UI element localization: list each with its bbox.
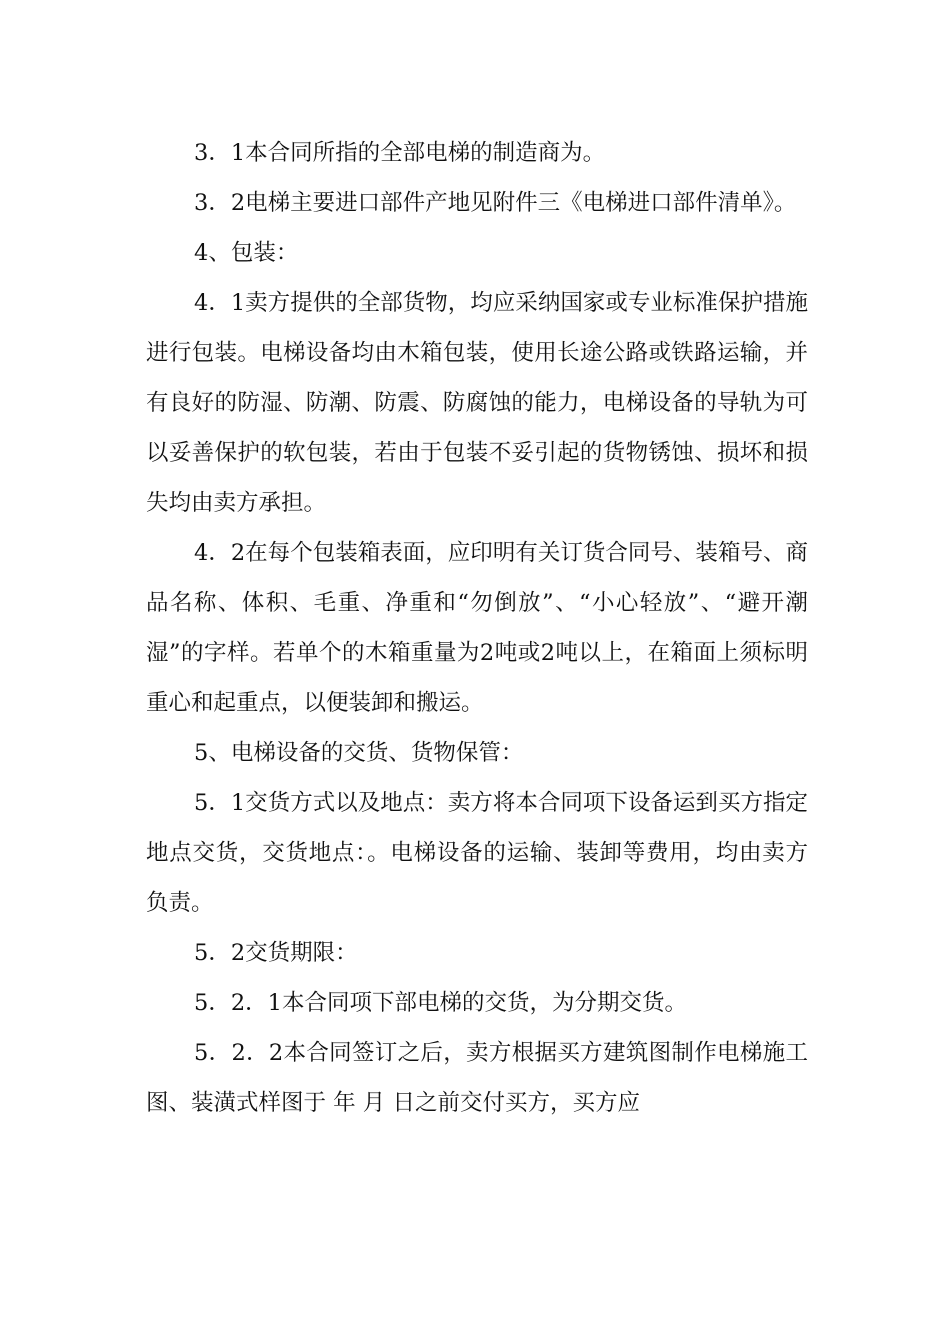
document-page — [146, 128, 808, 1128]
clause-5-2-1: 5．2．1本合同项下部电梯的交货，为分期交货。 — [194, 990, 687, 1016]
clause-5-2-2: 5．2．2本合同签订之后，卖方根据买方建筑图制作电梯施工图、装潢式样图于 年 月 日之前交付买方，买方应 — [146, 1040, 808, 1116]
clause-5-2: 5．2交货期限： — [194, 940, 358, 966]
clause-3-1: 3．1本合同所指的全部电梯的制造商为。 — [194, 140, 606, 166]
section-4-heading: 4、包装： — [194, 240, 299, 266]
section-5-heading: 5、电梯设备的交货、货物保管： — [194, 740, 524, 766]
clause-4-2: 4．2在每个包装箱表面，应印明有关订货合同号、装箱号、商品名称、体积、毛重、净重和“勿倒放”、“小心轻放”、“避开潮湿”的字样。若单个的木箱重量为2吨或2吨以上，在箱面上须标明重心和起重点，以便装卸和搬运。 — [146, 540, 808, 716]
clause-3-2: 3．2电梯主要进口部件产地见附件三《电梯进口部件清单》。 — [194, 190, 797, 216]
clause-4-1: 4．1卖方提供的全部货物，均应采纳国家或专业标准保护措施进行包装。电梯设备均由木箱包装，使用长途公路或铁路运输，并有良好的防湿、防潮、防震、防腐蚀的能力，电梯设备的导轨为可以妥善保护的软包装，若由于包装不妥引起的货物锈蚀、损坏和损失均由卖方承担。 — [146, 290, 808, 516]
clause-5-1: 5．1交货方式以及地点：卖方将本合同项下设备运到买方指定地点交货，交货地点：。电梯设备的运输、装卸等费用，均由卖方负责。 — [146, 790, 808, 916]
